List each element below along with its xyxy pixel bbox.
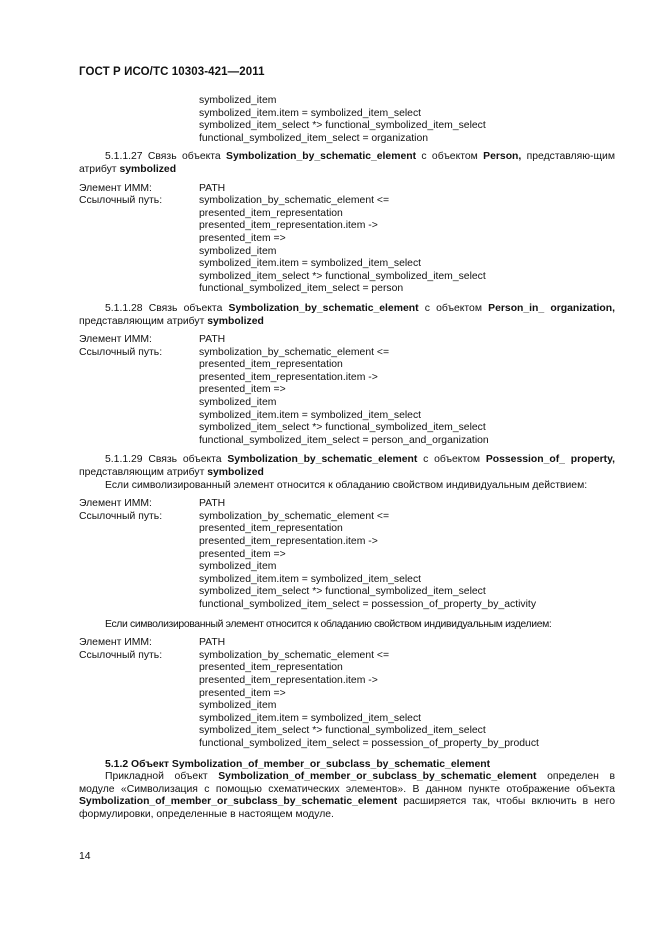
path-line: presented_item_representation.item -> — [199, 674, 378, 686]
clause-27-heading: 5.1.1.27 Связь объекта Symbolization_by_schematic_element с объектом Person, представляю-щим атрибут symbolized — [79, 151, 615, 175]
path-line: symbolized_item_select *> functional_symbolized_item_select — [199, 725, 486, 737]
path-line: symbolized_item_select *> functional_symbolized_item_select — [199, 120, 486, 132]
path-line: symbolized_item.item = symbolized_item_select — [199, 409, 422, 421]
top-path-block — [79, 95, 615, 145]
path-line: symbolized_item — [199, 245, 277, 257]
path-line: presented_item_representation.item -> — [199, 371, 378, 383]
path-line: symbolized_item_select *> functional_symbolized_item_select — [199, 270, 486, 282]
element-value: PATH — [199, 498, 226, 510]
element-value: PATH — [199, 182, 226, 194]
clause-29-note-activity: Если символизированный элемент относится к обладанию свойством индивидуальным действием: — [105, 479, 588, 491]
element-label: Элемент ИММ: — [79, 334, 152, 346]
path-line: functional_symbolized_item_select = person — [199, 283, 404, 295]
path-line: symbolization_by_schematic_element <= — [199, 649, 390, 661]
page-number: 14 — [79, 851, 91, 862]
element-label: Элемент ИММ: — [79, 637, 152, 649]
path-line: symbolized_item.item = symbolized_item_select — [199, 258, 422, 270]
path-line: functional_symbolized_item_select = possession_of_property_by_product — [199, 737, 539, 749]
path-line: functional_symbolized_item_select = person_and_organization — [199, 434, 489, 446]
section-5-1-2-heading: 5.1.2 Объект Symbolization_of_member_or_subclass_by_schematic_element — [105, 758, 491, 770]
path-label: Ссылочный путь: — [79, 510, 163, 522]
element-label: Элемент ИММ: — [79, 498, 152, 510]
document-body — [79, 95, 615, 821]
path-label: Ссылочный путь: — [79, 346, 163, 358]
path-line: symbolized_item.item = symbolized_item_select — [199, 712, 422, 724]
path-line: presented_item => — [199, 687, 286, 699]
path-line: functional_symbolized_item_select = organization — [199, 132, 429, 144]
element-value: PATH — [199, 334, 226, 346]
section-5-1-2-paragraph: Прикладной объект Symbolization_of_member_or_subclass_by_schematic_element определен в модуле «Символизация с помощью схематических элементов». В данном пункте отображение объекта Symbolization_of_member_or_subclass_by_schematic_element расширяется так, чтобы включить в него формулировки, определенные в настоящем модуле. — [79, 771, 616, 820]
clause-28-mapping — [79, 334, 615, 447]
path-line: symbolized_item — [199, 397, 277, 409]
path-line: symbolized_item — [199, 95, 277, 106]
path-label: Ссылочный путь: — [79, 649, 163, 661]
path-line: symbolization_by_schematic_element <= — [199, 346, 390, 358]
path-line: symbolized_item_select *> functional_symbolized_item_select — [199, 586, 486, 598]
path-line: presented_item => — [199, 384, 286, 396]
path-line: symbolized_item.item = symbolized_item_select — [199, 107, 422, 119]
clause-29-mapping-activity — [79, 498, 615, 611]
path-line: symbolized_item_select *> functional_symbolized_item_select — [199, 422, 486, 434]
element-value: PATH — [199, 637, 226, 649]
path-line: symbolization_by_schematic_element <= — [199, 195, 390, 207]
clause-29-mapping-product — [79, 637, 615, 750]
path-line: presented_item_representation.item -> — [199, 536, 378, 547]
path-line: symbolized_item — [199, 561, 277, 573]
path-line: presented_item => — [199, 232, 286, 244]
element-label: Элемент ИММ: — [79, 182, 152, 194]
path-line: presented_item_representation — [199, 523, 343, 535]
clause-29-heading: 5.1.1.29 Связь объекта Symbolization_by_schematic_element с объектом Possession_of_ property, представляющим атрибут symbolized — [79, 454, 615, 479]
path-label: Ссылочный путь: — [79, 195, 163, 207]
path-line: functional_symbolized_item_select = possession_of_property_by_activity — [199, 598, 537, 610]
document-header: ГОСТ Р ИСО/ТС 10303-421—2011 — [79, 66, 265, 78]
path-line: presented_item_representation — [199, 662, 343, 674]
path-line: symbolization_by_schematic_element <= — [199, 510, 390, 522]
path-line: presented_item_representation.item -> — [199, 220, 378, 232]
path-line: presented_item_representation — [199, 207, 343, 219]
clause-27-mapping — [79, 183, 615, 296]
clause-29-note-product: Если символизированный элемент относится к обладанию свойством индивидуальным изделием: — [105, 618, 552, 630]
clause-28-heading: 5.1.1.28 Связь объекта Symbolization_by_schematic_element с объектом Person_in_ organization, представляющим атрибут symbolized — [79, 302, 616, 327]
path-line: presented_item_representation — [199, 359, 343, 371]
path-line: presented_item => — [199, 548, 286, 560]
path-line: symbolized_item.item = symbolized_item_select — [199, 573, 422, 585]
path-line: symbolized_item — [199, 700, 277, 712]
